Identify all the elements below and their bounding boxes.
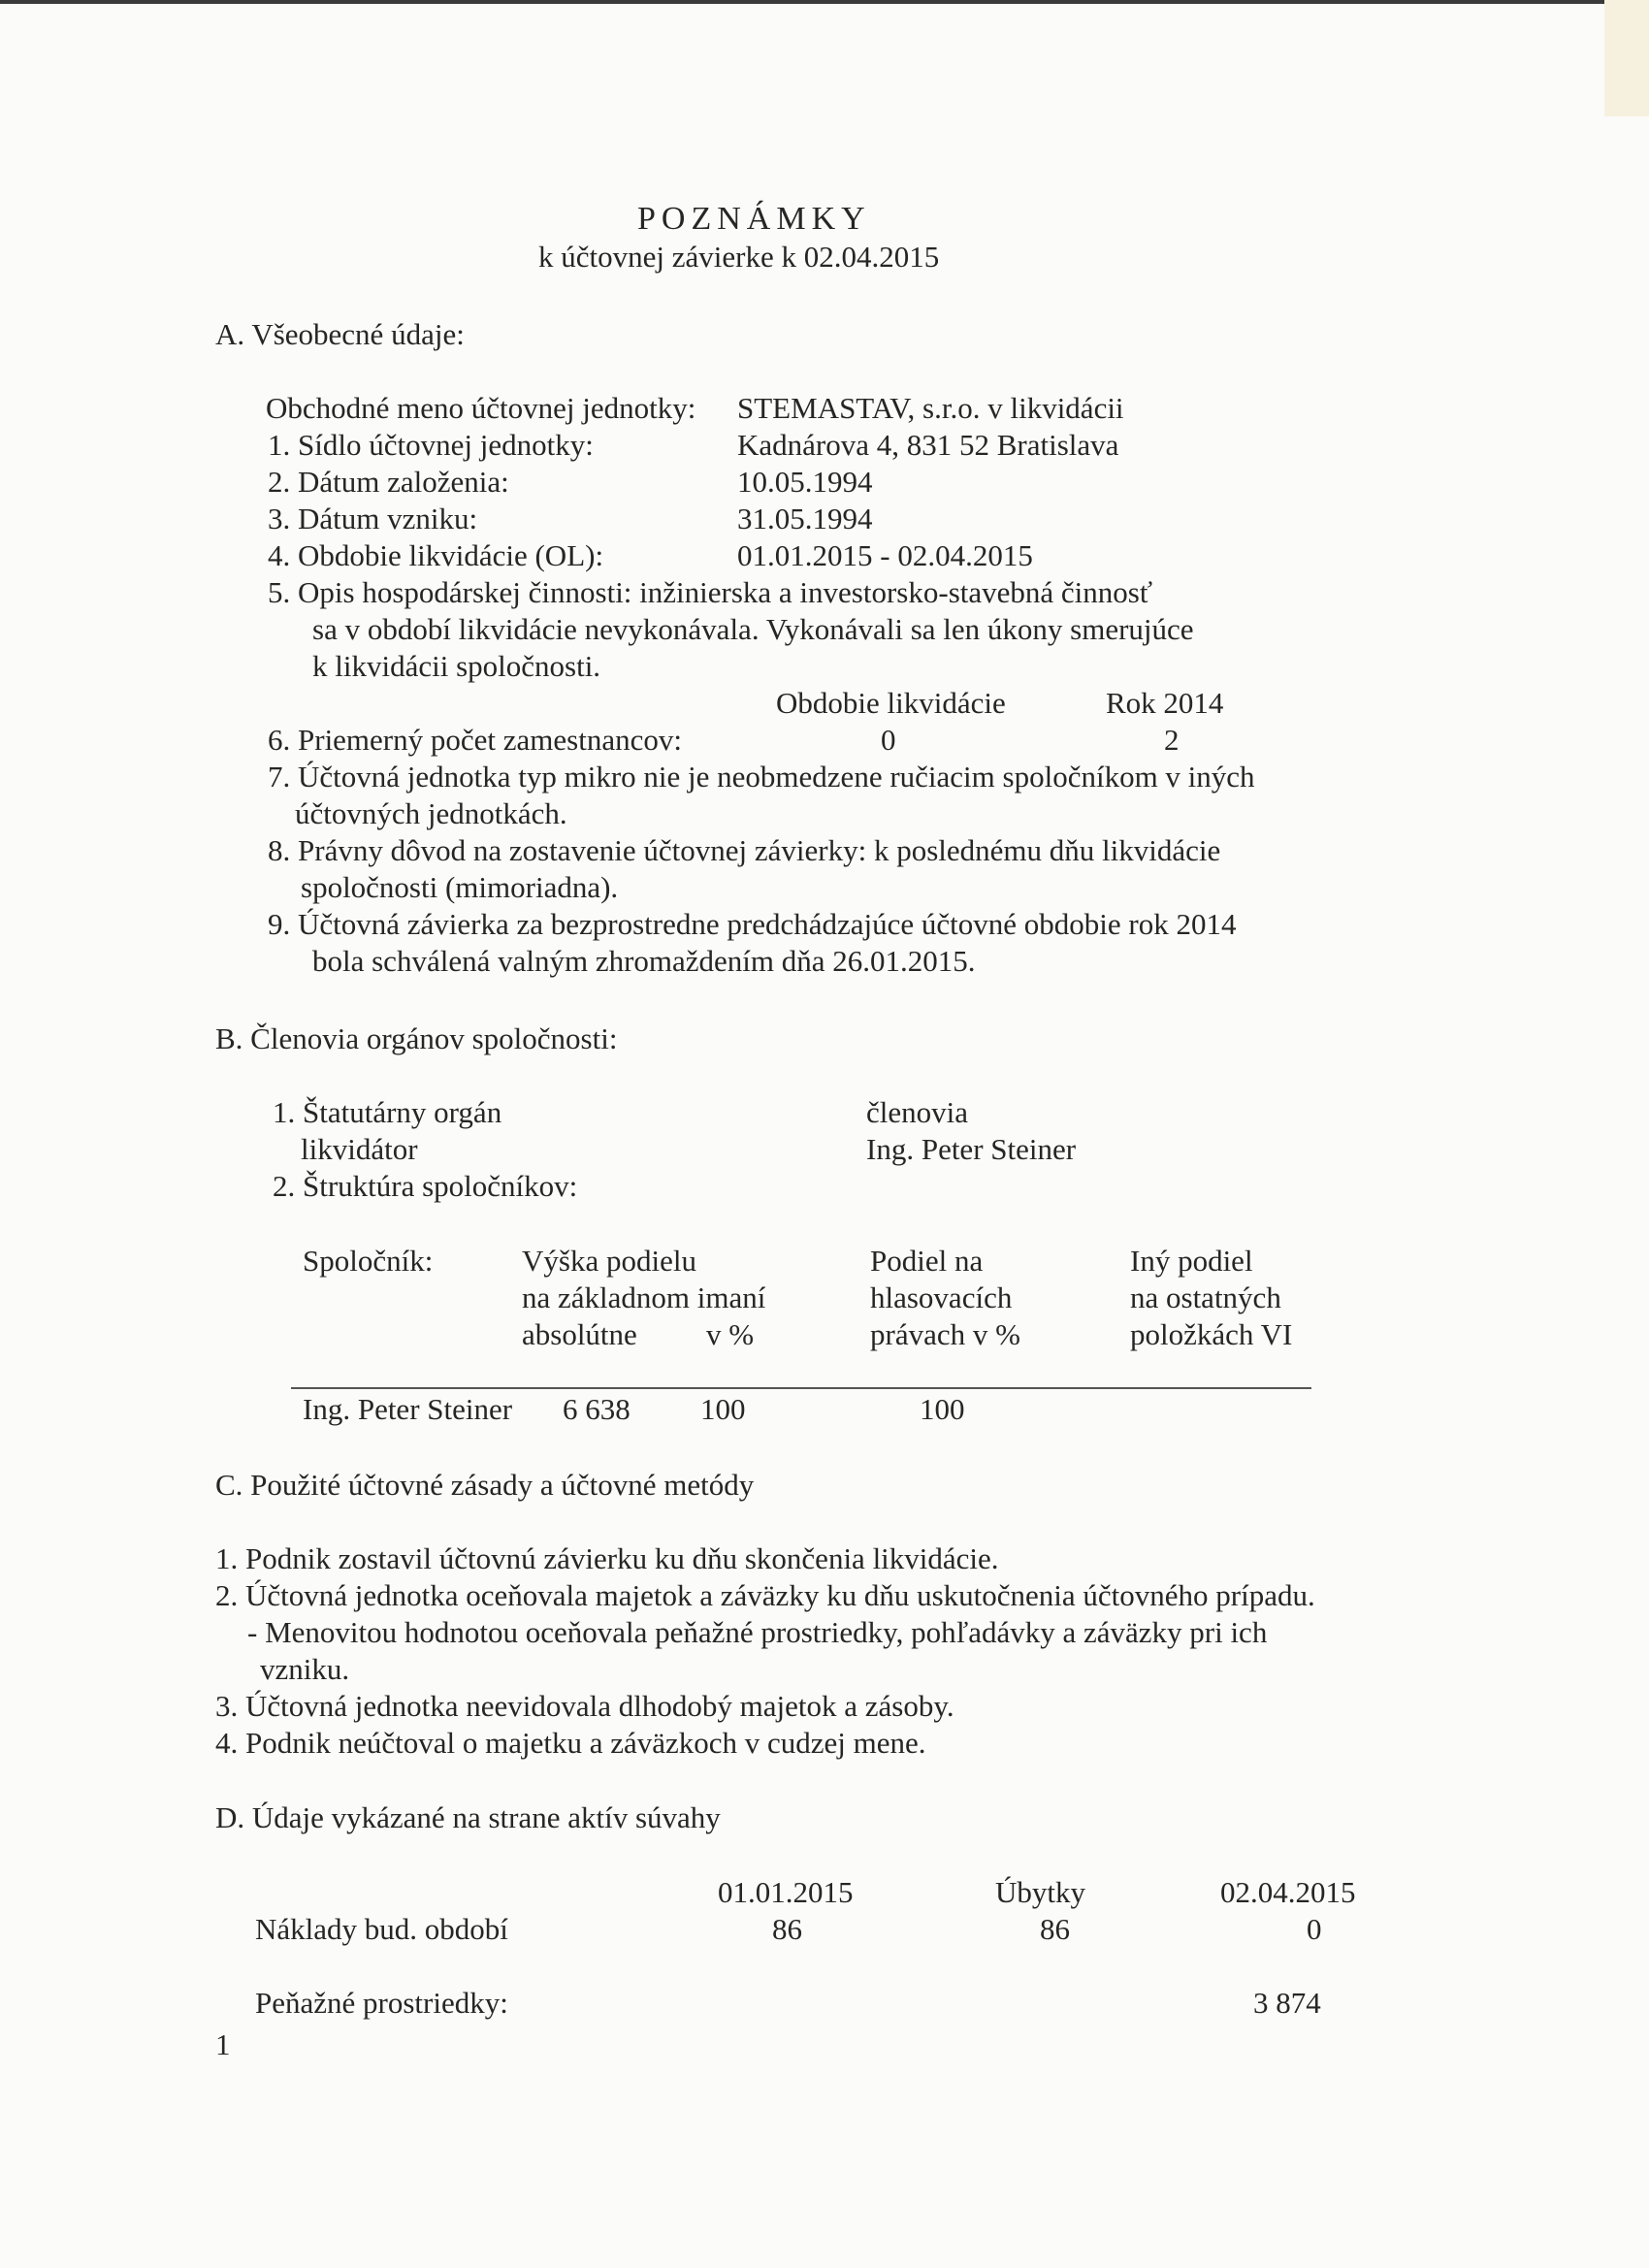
legal-reason-line-2: spoločnosti (mimoriadna). <box>301 870 619 904</box>
col-start-date: 01.01.2015 <box>718 1875 854 1909</box>
col-year-2014: Rok 2014 <box>1106 686 1224 720</box>
partner-share-absolute: 6 638 <box>563 1392 630 1426</box>
document-title: POZNÁMKY <box>637 201 871 237</box>
deferred-costs-label: Náklady bud. období <box>255 1912 508 1946</box>
deferred-costs-start: 86 <box>772 1912 802 1946</box>
approval-line-1: 9. Účtovná závierka za bezprostredne predchádzajúce účtovné obdobie rok 2014 <box>268 907 1237 941</box>
page-number: 1 <box>215 2027 231 2061</box>
policy-line-3: - Menovitou hodnotou oceňovala peňažné prostriedky, pohľadávky a záväzky pri ich <box>247 1615 1268 1649</box>
founding-date-label: 2. Dátum založenia: <box>268 465 509 499</box>
founding-date-value: 10.05.1994 <box>737 465 873 499</box>
origin-date-label: 3. Dátum vzniku: <box>268 502 478 535</box>
liquidator-name: Ing. Peter Steiner <box>866 1132 1077 1166</box>
micro-unit-line-2: účtovných jednotkách. <box>295 796 567 830</box>
company-name-label: Obchodné meno účtovnej jednotky: <box>266 391 696 425</box>
members-label: členovia <box>866 1095 969 1129</box>
liquidator-label: likvidátor <box>301 1132 418 1166</box>
employees-year: 2 <box>1164 723 1180 757</box>
policy-line-4: vzniku. <box>260 1652 350 1686</box>
th-share-absolute: absolútne <box>522 1317 637 1351</box>
liquidation-period-value: 01.01.2015 - 02.04.2015 <box>737 538 1033 572</box>
policy-line-6: 4. Podnik neúčtoval o majetku a záväzkoch v cudzej mene. <box>215 1726 926 1760</box>
partner-share-percent: 100 <box>700 1392 746 1426</box>
deferred-costs-end: 0 <box>1307 1912 1322 1946</box>
seat-value: Kadnárova 4, 831 52 Bratislava <box>737 428 1119 462</box>
partner-votes-percent: 100 <box>920 1392 965 1426</box>
section-d-heading: D. Údaje vykázané na strane aktív súvahy <box>215 1800 721 1834</box>
activity-line-1: 5. Opis hospodárskej činnosti: inžinierska a investorsko-stavebná činnosť <box>268 575 1153 609</box>
th-share-percent: v % <box>706 1317 755 1351</box>
th-votes-line-3: právach v % <box>870 1317 1020 1351</box>
legal-reason-line-1: 8. Právny dôvod na zostavenie účtovnej závierky: k poslednému dňu likvidácie <box>268 833 1221 867</box>
section-c-heading: C. Použité účtovné zásady a účtovné metódy <box>215 1468 755 1502</box>
th-votes-line-2: hlasovacích <box>870 1280 1013 1314</box>
policy-line-2: 2. Účtovná jednotka oceňovala majetok a záväzky ku dňu uskutočnenia účtovného prípadu. <box>215 1578 1315 1612</box>
origin-date-value: 31.05.1994 <box>737 502 873 535</box>
col-liquidation-period: Obdobie likvidácie <box>776 686 1006 720</box>
policy-line-1: 1. Podnik zostavil účtovnú závierku ku dňu skončenia likvidácie. <box>215 1541 999 1575</box>
activity-line-3: k likvidácii spoločnosti. <box>312 649 601 683</box>
employees-label: 6. Priemerný počet zamestnancov: <box>268 723 682 757</box>
th-other-line-2: na ostatných <box>1130 1280 1281 1314</box>
col-decrease: Úbytky <box>995 1875 1085 1909</box>
th-other-line-1: Iný podiel <box>1130 1244 1253 1278</box>
section-a-heading: A. Všeobecné údaje: <box>215 317 465 351</box>
th-partner: Spoločník: <box>303 1244 434 1278</box>
activity-line-2: sa v období likvidácie nevykonávala. Vykonávali sa len úkony smerujúce <box>312 612 1194 646</box>
statutory-body-label: 1. Štatutárny orgán <box>273 1095 502 1129</box>
scan-edge-right <box>1604 0 1649 116</box>
document-subtitle: k účtovnej závierke k 02.04.2015 <box>538 240 940 274</box>
company-name-value: STEMASTAV, s.r.o. v likvidácii <box>737 391 1124 425</box>
col-end-date: 02.04.2015 <box>1220 1875 1356 1909</box>
partner-structure-label: 2. Štruktúra spoločníkov: <box>273 1169 578 1203</box>
seat-label: 1. Sídlo účtovnej jednotky: <box>268 428 594 462</box>
table-divider <box>291 1387 1311 1389</box>
scan-edge-top <box>0 0 1649 4</box>
deferred-costs-decrease: 86 <box>1040 1912 1070 1946</box>
employees-period: 0 <box>881 723 896 757</box>
micro-unit-line-1: 7. Účtovná jednotka typ mikro nie je neobmedzene ručiacim spoločníkom v iných <box>268 760 1255 794</box>
cash-label: Peňažné prostriedky: <box>255 1986 508 2020</box>
th-share-line-1: Výška podielu <box>522 1244 696 1278</box>
partner-name: Ing. Peter Steiner <box>303 1392 513 1426</box>
section-b-heading: B. Členovia orgánov spoločnosti: <box>215 1021 618 1055</box>
th-share-line-2: na základnom imaní <box>522 1280 766 1314</box>
liquidation-period-label: 4. Obdobie likvidácie (OL): <box>268 538 604 572</box>
th-votes-line-1: Podiel na <box>870 1244 984 1278</box>
policy-line-5: 3. Účtovná jednotka neevidovala dlhodobý majetok a zásoby. <box>215 1689 954 1723</box>
th-other-line-3: položkách VI <box>1130 1317 1293 1351</box>
approval-line-2: bola schválená valným zhromaždením dňa 26.01.2015. <box>312 944 976 978</box>
cash-end: 3 874 <box>1253 1986 1321 2020</box>
